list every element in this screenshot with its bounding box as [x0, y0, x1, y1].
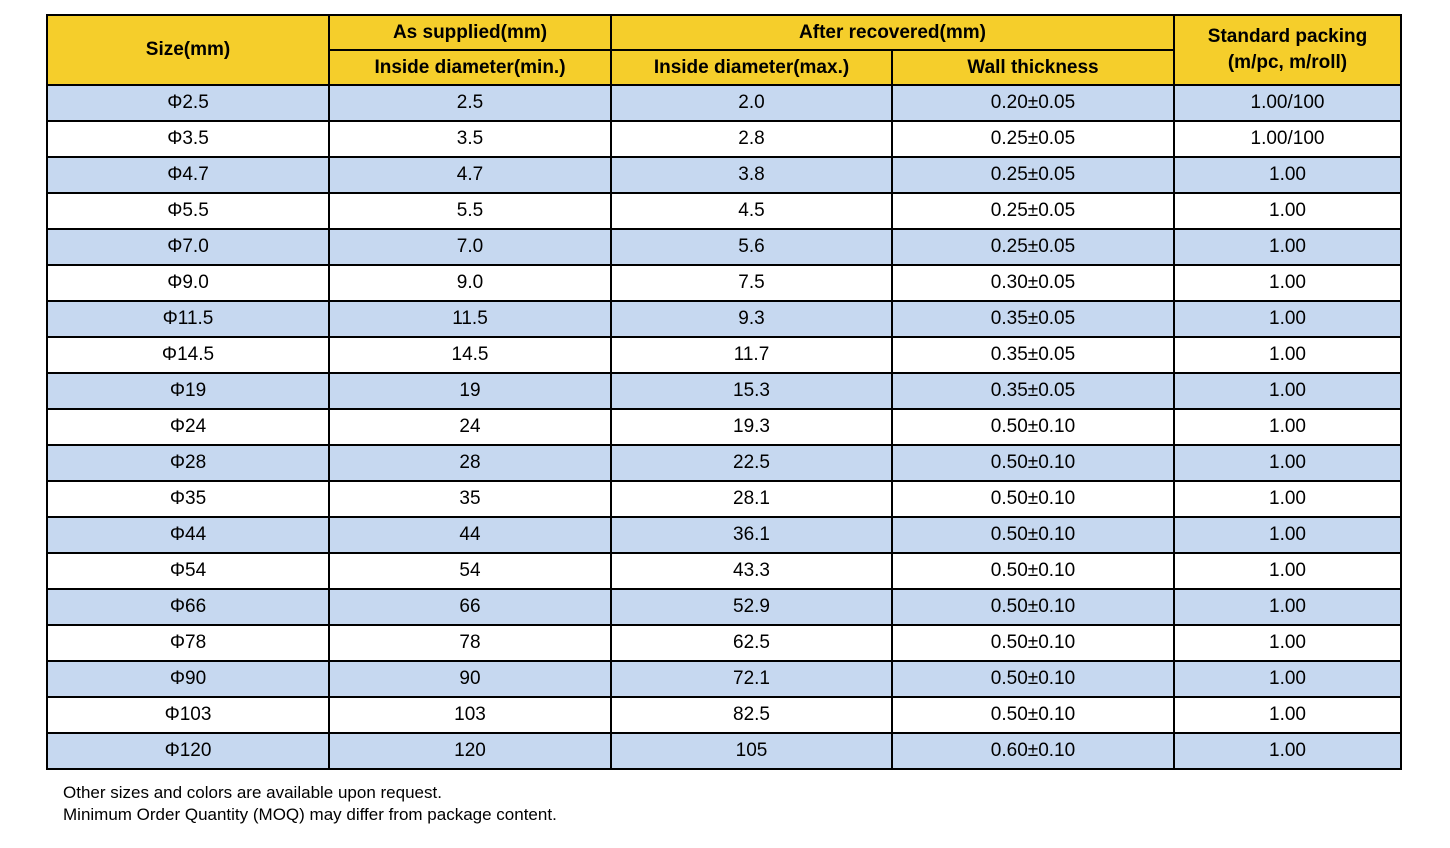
table-row [47, 697, 1401, 733]
table-row [47, 409, 1401, 445]
cell-size: Φ19 [47, 373, 329, 409]
cell-inside-diameter-min: 78 [329, 625, 611, 661]
cell-standard-packing: 1.00 [1174, 517, 1401, 553]
cell-inside-diameter-max: 19.3 [611, 409, 892, 445]
cell-standard-packing: 1.00 [1174, 409, 1401, 445]
cell-size: Φ2.5 [47, 85, 329, 121]
cell-size: Φ120 [47, 733, 329, 769]
table-row [47, 301, 1401, 337]
cell-inside-diameter-min: 120 [329, 733, 611, 769]
table-body [47, 85, 1401, 769]
cell-size: Φ14.5 [47, 337, 329, 373]
cell-inside-diameter-min: 66 [329, 589, 611, 625]
cell-inside-diameter-min: 24 [329, 409, 611, 445]
cell-wall-thickness: 0.50±0.10 [892, 517, 1174, 553]
cell-standard-packing: 1.00/100 [1174, 85, 1401, 121]
cell-standard-packing: 1.00 [1174, 733, 1401, 769]
cell-inside-diameter-max: 52.9 [611, 589, 892, 625]
cell-standard-packing: 1.00/100 [1174, 121, 1401, 157]
cell-inside-diameter-min: 11.5 [329, 301, 611, 337]
table-row [47, 229, 1401, 265]
table-row [47, 337, 1401, 373]
table-row [47, 265, 1401, 301]
cell-inside-diameter-min: 54 [329, 553, 611, 589]
cell-wall-thickness: 0.50±0.10 [892, 697, 1174, 733]
cell-wall-thickness: 0.25±0.05 [892, 229, 1174, 265]
header-as-supplied: As supplied(mm) [329, 15, 611, 50]
cell-inside-diameter-min: 9.0 [329, 265, 611, 301]
cell-size: Φ66 [47, 589, 329, 625]
cell-inside-diameter-max: 4.5 [611, 193, 892, 229]
cell-wall-thickness: 0.50±0.10 [892, 409, 1174, 445]
cell-size: Φ24 [47, 409, 329, 445]
header-packing-line2: (m/pc, m/roll) [1227, 52, 1348, 73]
cell-standard-packing: 1.00 [1174, 481, 1401, 517]
spec-table [46, 14, 1402, 770]
cell-inside-diameter-max: 11.7 [611, 337, 892, 373]
cell-size: Φ4.7 [47, 157, 329, 193]
cell-inside-diameter-max: 82.5 [611, 697, 892, 733]
cell-wall-thickness: 0.60±0.10 [892, 733, 1174, 769]
cell-size: Φ11.5 [47, 301, 329, 337]
cell-standard-packing: 1.00 [1174, 661, 1401, 697]
cell-inside-diameter-max: 5.6 [611, 229, 892, 265]
cell-inside-diameter-max: 72.1 [611, 661, 892, 697]
cell-wall-thickness: 0.50±0.10 [892, 625, 1174, 661]
cell-inside-diameter-max: 7.5 [611, 265, 892, 301]
cell-size: Φ44 [47, 517, 329, 553]
cell-size: Φ5.5 [47, 193, 329, 229]
cell-inside-diameter-min: 103 [329, 697, 611, 733]
table-row [47, 445, 1401, 481]
table-row [47, 517, 1401, 553]
table-row [47, 481, 1401, 517]
table-row [47, 733, 1401, 769]
cell-inside-diameter-max: 15.3 [611, 373, 892, 409]
cell-standard-packing: 1.00 [1174, 625, 1401, 661]
table-row [47, 193, 1401, 229]
cell-inside-diameter-min: 2.5 [329, 85, 611, 121]
table-row [47, 625, 1401, 661]
cell-standard-packing: 1.00 [1174, 553, 1401, 589]
cell-standard-packing: 1.00 [1174, 589, 1401, 625]
cell-inside-diameter-min: 28 [329, 445, 611, 481]
cell-wall-thickness: 0.20±0.05 [892, 85, 1174, 121]
header-after-recovered: After recovered(mm) [611, 15, 1174, 50]
cell-size: Φ7.0 [47, 229, 329, 265]
table-header [47, 15, 1401, 85]
footnote-moq: Minimum Order Quantity (MOQ) may differ from package content. [63, 805, 557, 824]
cell-wall-thickness: 0.25±0.05 [892, 157, 1174, 193]
cell-inside-diameter-max: 105 [611, 733, 892, 769]
table-row [47, 121, 1401, 157]
cell-inside-diameter-max: 36.1 [611, 517, 892, 553]
cell-inside-diameter-max: 2.0 [611, 85, 892, 121]
table-row [47, 85, 1401, 121]
cell-inside-diameter-max: 2.8 [611, 121, 892, 157]
cell-wall-thickness: 0.35±0.05 [892, 373, 1174, 409]
cell-wall-thickness: 0.25±0.05 [892, 121, 1174, 157]
cell-inside-diameter-min: 7.0 [329, 229, 611, 265]
cell-inside-diameter-max: 28.1 [611, 481, 892, 517]
cell-standard-packing: 1.00 [1174, 445, 1401, 481]
cell-size: Φ103 [47, 697, 329, 733]
cell-standard-packing: 1.00 [1174, 301, 1401, 337]
table-row [47, 553, 1401, 589]
header-size: Size(mm) [47, 15, 329, 85]
table-row [47, 661, 1401, 697]
cell-inside-diameter-max: 22.5 [611, 445, 892, 481]
cell-wall-thickness: 0.50±0.10 [892, 553, 1174, 589]
cell-standard-packing: 1.00 [1174, 157, 1401, 193]
cell-size: Φ54 [47, 553, 329, 589]
cell-inside-diameter-min: 35 [329, 481, 611, 517]
header-inside-diameter-min: Inside diameter(min.) [329, 50, 611, 85]
cell-standard-packing: 1.00 [1174, 337, 1401, 373]
cell-wall-thickness: 0.50±0.10 [892, 481, 1174, 517]
footnote-availability: Other sizes and colors are available upon request. [63, 783, 442, 802]
cell-wall-thickness: 0.35±0.05 [892, 337, 1174, 373]
cell-inside-diameter-max: 62.5 [611, 625, 892, 661]
table-row [47, 157, 1401, 193]
cell-wall-thickness: 0.35±0.05 [892, 301, 1174, 337]
header-standard-packing [1174, 15, 1401, 85]
header-inside-diameter-max: Inside diameter(max.) [611, 50, 892, 85]
cell-standard-packing: 1.00 [1174, 229, 1401, 265]
cell-wall-thickness: 0.25±0.05 [892, 193, 1174, 229]
cell-inside-diameter-max: 3.8 [611, 157, 892, 193]
cell-size: Φ28 [47, 445, 329, 481]
cell-inside-diameter-max: 43.3 [611, 553, 892, 589]
cell-wall-thickness: 0.50±0.10 [892, 661, 1174, 697]
cell-inside-diameter-min: 14.5 [329, 337, 611, 373]
cell-inside-diameter-min: 44 [329, 517, 611, 553]
table-row [47, 373, 1401, 409]
cell-inside-diameter-min: 5.5 [329, 193, 611, 229]
cell-wall-thickness: 0.50±0.10 [892, 589, 1174, 625]
cell-inside-diameter-min: 19 [329, 373, 611, 409]
table-row [47, 589, 1401, 625]
cell-inside-diameter-min: 3.5 [329, 121, 611, 157]
cell-standard-packing: 1.00 [1174, 697, 1401, 733]
cell-size: Φ35 [47, 481, 329, 517]
footnotes [63, 782, 557, 826]
cell-size: Φ3.5 [47, 121, 329, 157]
cell-size: Φ78 [47, 625, 329, 661]
cell-standard-packing: 1.00 [1174, 193, 1401, 229]
cell-wall-thickness: 0.50±0.10 [892, 445, 1174, 481]
header-wall-thickness: Wall thickness [892, 50, 1174, 85]
cell-size: Φ90 [47, 661, 329, 697]
cell-wall-thickness: 0.30±0.05 [892, 265, 1174, 301]
header-packing-line1: Standard packing [1207, 26, 1368, 47]
cell-standard-packing: 1.00 [1174, 265, 1401, 301]
cell-inside-diameter-min: 4.7 [329, 157, 611, 193]
cell-standard-packing: 1.00 [1174, 373, 1401, 409]
cell-size: Φ9.0 [47, 265, 329, 301]
cell-inside-diameter-min: 90 [329, 661, 611, 697]
cell-inside-diameter-max: 9.3 [611, 301, 892, 337]
